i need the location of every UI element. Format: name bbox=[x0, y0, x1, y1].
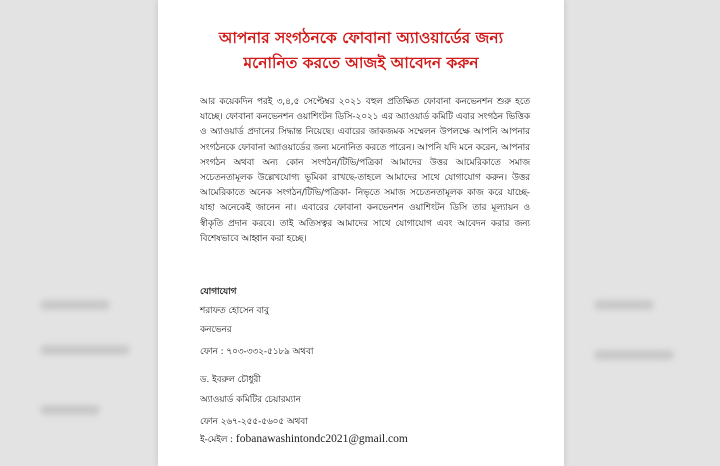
contact2-phone: ফোন ২৬৭-২৫৫-৫৬০৫ অথবা bbox=[200, 417, 308, 427]
contact2-role: অ্যাওয়ার্ড কমিটির চেয়ারম্যান bbox=[200, 395, 301, 405]
title-line-1: আপনার সংগঠনকে ফোবানা অ্যাওয়ার্ডের জন্য bbox=[218, 29, 504, 47]
contact1-name: শরাফত হোসেন বাবু bbox=[200, 306, 269, 316]
blurred-text bbox=[40, 345, 130, 355]
email-label: ই-মেইল : bbox=[200, 435, 234, 445]
blurred-left-panel bbox=[0, 0, 158, 466]
blurred-text bbox=[594, 300, 654, 310]
blurred-text bbox=[40, 405, 100, 415]
email-address: fobanawashintondc2021@gmail.com bbox=[235, 433, 408, 445]
title-line-2: মনোনিত করতে আজই আবেদন করুন bbox=[243, 54, 479, 72]
contact1-role: কনভেনর bbox=[200, 325, 232, 335]
email-line bbox=[200, 432, 408, 447]
blurred-text bbox=[40, 300, 110, 310]
blurred-text bbox=[594, 350, 674, 360]
contact1-phone: ফোন : ৭০৩-৩৩২-৫১৮৯ অথবা bbox=[200, 347, 314, 357]
contact2-name: ড. ইবরুল চৌধুরী bbox=[200, 375, 261, 385]
contact-heading: যোগাযোগ bbox=[200, 287, 237, 297]
body-paragraph: আর কয়েকদিন পরই ৩,৪,৫ সেপ্টেম্বর ২০২১ বহুল প্রতিক্ষিত ফোবানা কনভেনশন শুরু হতে যাচ্ছে। ফোবানা কনভেনশন ওয়াশিংটন ডিসি-২০২১ এর অ্যাওয়ার্ড কমিটি এবার সংগঠন ভিত্তিক ও অ্যাওয়ার্ড প্রদানের সিদ্ধান্ত নিয়েছে। এবারের জাকজমক সম্মেলন উপলক্ষে আপনি আপনার সংগঠনকে ফোবানা অ্যাওয়ার্ডের জন্য মনোনিত করতে পারেন। আপনি যদি মনে করেন, আপনার সংগঠন অথবা অন্য কোন সংগঠন/টিভি/পত্রিকা আমাদের উত্তর আমেরিকাতে সমাজ সচেতনতামূলক উল্লেখযোগ্য ভূমিকা রাখছে-তাহলে আমাদের সাথে যোগাযোগ করুন। উত্তর আমেরিকাতে অনেক সংগঠন/টিভি/পত্রিকা- নিভৃতে সমাজ সচেতনতামূলক কাজ করে যাচ্ছে- যাহা অনেকেই জানেন না। এবারের ফোবানা কনভেনশন ওয়াশিংটন ডিসি তার মূল্যায়ন ও স্বীকৃতি প্রদান করবে। তাই অতিসত্বর আমাদের সাথে যোগাযোগ এবং আবেদন করার জন্য বিশেষভাবে আহ্বান করা হচ্ছে। bbox=[200, 97, 530, 244]
document-title bbox=[158, 26, 564, 76]
document-page bbox=[158, 0, 564, 466]
blurred-right-panel bbox=[564, 0, 720, 466]
